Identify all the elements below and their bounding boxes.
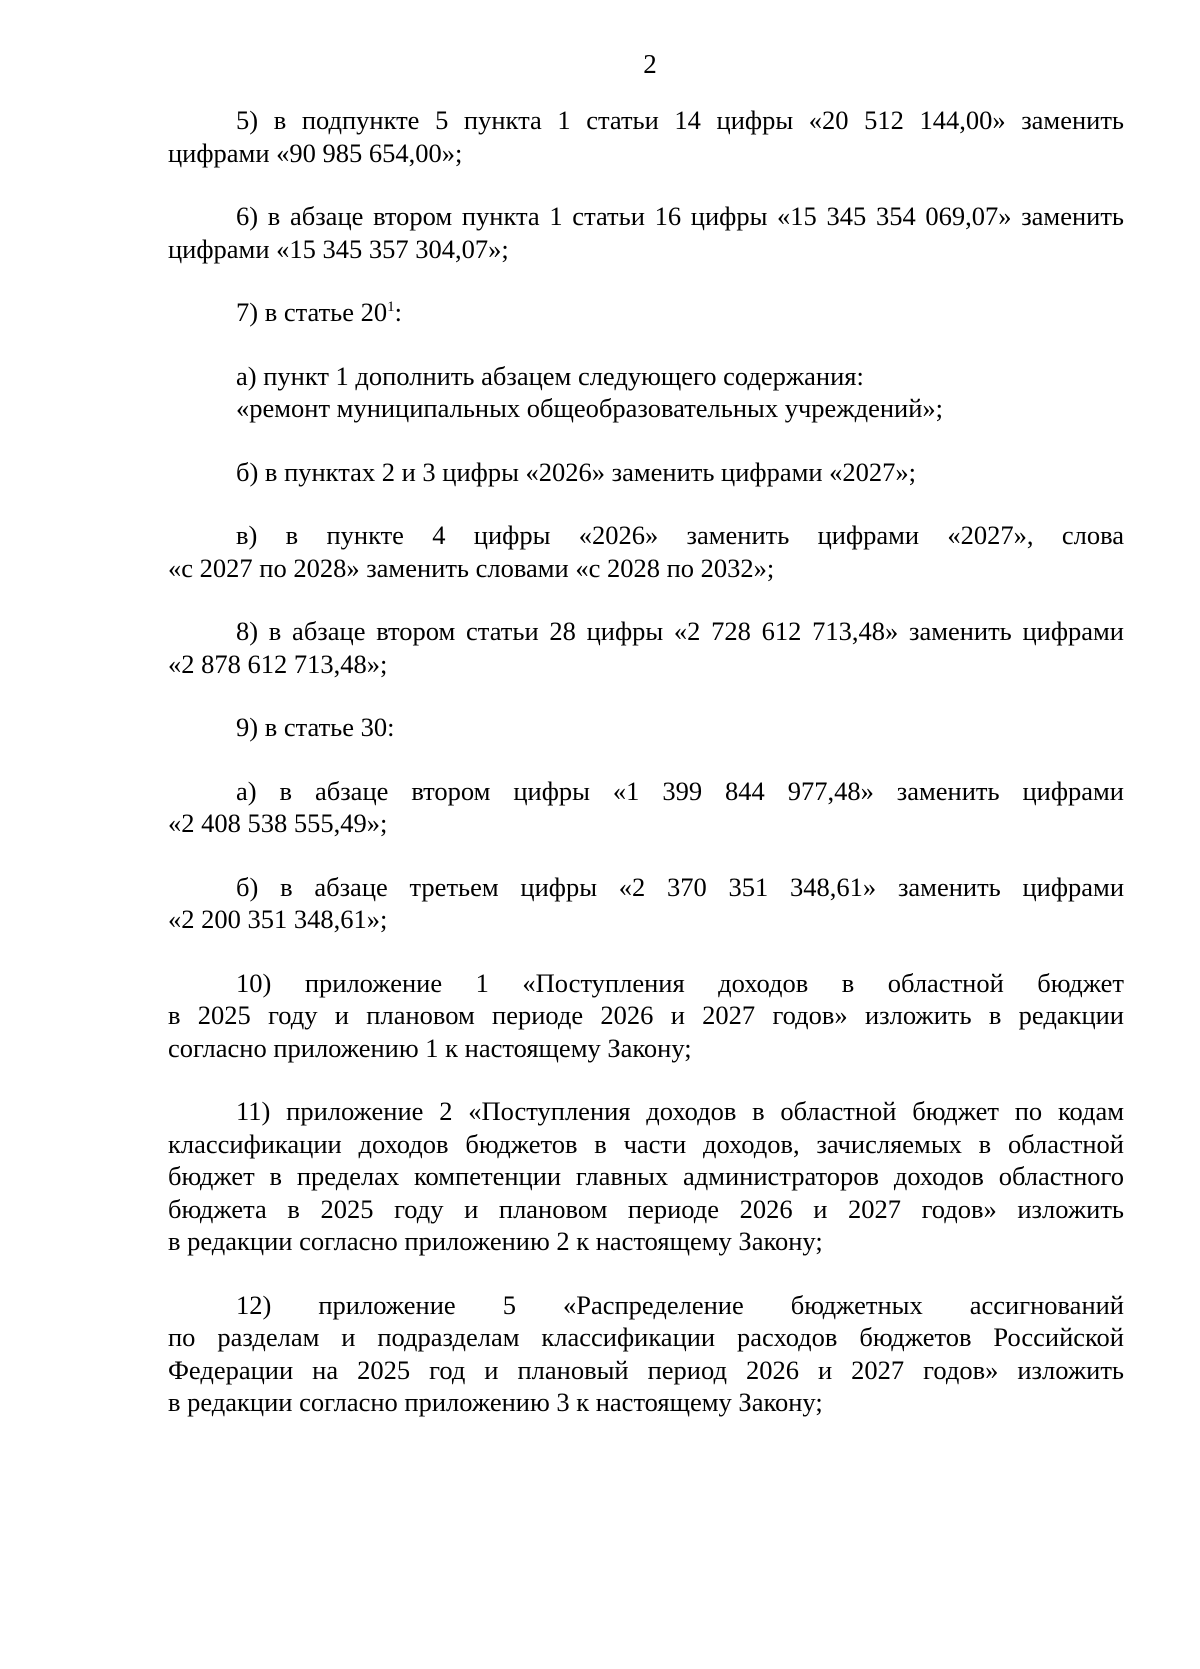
paragraph-line: цифрами «15 345 357 304,07»; bbox=[168, 233, 509, 264]
paragraph-line: 10) приложение 1 «Поступления доходов в областной бюджет bbox=[236, 967, 1124, 998]
paragraph-line: а) в абзаце втором цифры «1 399 844 977,48» заменить цифрами bbox=[236, 775, 1124, 806]
page-number: 2 bbox=[643, 49, 657, 79]
paragraph-line: б) в пунктах 2 и 3 цифры «2026» заменить цифрами «2027»; bbox=[236, 456, 917, 487]
paragraph-line: 8) в абзаце втором статьи 28 цифры «2 728 612 713,48» заменить цифрами bbox=[236, 616, 1124, 646]
paragraph-line: 12) приложение 5 «Распределение бюджетных ассигнований bbox=[236, 1289, 1124, 1320]
paragraph-line: бюджет в пределах компетенции главных администраторов доходов областного bbox=[168, 1161, 1124, 1191]
paragraph-line: бюджета в 2025 году и плановом периоде 2026 и 2027 годов» изложить bbox=[168, 1193, 1124, 1224]
paragraph-line: в 2025 году и плановом периоде 2026 и 2027 годов» изложить в редакции bbox=[168, 1000, 1124, 1030]
paragraph-line: «с 2027 по 2028» заменить словами «с 2028 по 2032»; bbox=[168, 552, 775, 583]
paragraph-line: «2 878 612 713,48»; bbox=[168, 648, 388, 679]
paragraph-line: в редакции согласно приложению 3 к настоящему Закону; bbox=[168, 1387, 823, 1417]
paragraph-p7a bbox=[168, 360, 1124, 425]
paragraph-p7v bbox=[168, 519, 1124, 584]
paragraph-line: классификации доходов бюджетов в части доходов, зачисляемых в областной bbox=[168, 1128, 1124, 1159]
paragraph-line: 6) в абзаце втором пункта 1 статьи 16 цифры «15 345 354 069,07» заменить bbox=[236, 201, 1124, 231]
paragraph-p9b bbox=[168, 871, 1124, 936]
paragraph-line: цифрами «90 985 654,00»; bbox=[168, 137, 463, 168]
paragraph-line: 9) в статье 30: bbox=[236, 712, 395, 742]
paragraph-line: 11) приложение 2 «Поступления доходов в областной бюджет по кодам bbox=[236, 1096, 1124, 1126]
paragraph-line: 5) в подпункте 5 пункта 1 статьи 14 цифры «20 512 144,00» заменить bbox=[236, 105, 1124, 135]
paragraph-line: 7) в статье $20^1$: bbox=[236, 297, 403, 327]
paragraph-p7 bbox=[168, 296, 1124, 329]
paragraph-line: согласно приложению 1 к настоящему Закону; bbox=[168, 1032, 692, 1063]
paragraph-line: «2 200 351 348,61»; bbox=[168, 904, 388, 934]
document-body bbox=[168, 104, 1124, 1450]
paragraph-line: «ремонт муниципальных общеобразовательных учреждений»; bbox=[236, 393, 944, 423]
paragraph-p8 bbox=[168, 615, 1124, 680]
paragraph-line: в редакции согласно приложению 2 к настоящему Закону; bbox=[168, 1226, 823, 1256]
paragraph-line: б) в абзаце третьем цифры «2 370 351 348,61» заменить цифрами bbox=[236, 871, 1124, 902]
paragraph-line: по разделам и подразделам классификации расходов бюджетов Российской bbox=[168, 1322, 1124, 1352]
paragraph-p11 bbox=[168, 1095, 1124, 1258]
paragraph-line: Федерации на 2025 год и плановый период 2026 и 2027 годов» изложить bbox=[168, 1354, 1124, 1385]
paragraph-p5 bbox=[168, 104, 1124, 169]
paragraph-p10 bbox=[168, 967, 1124, 1065]
paragraph-p12 bbox=[168, 1289, 1124, 1419]
paragraph-p7b bbox=[168, 456, 1124, 489]
paragraph-line: а) пункт 1 дополнить абзацем следующего содержания: bbox=[236, 360, 864, 391]
paragraph-p9a bbox=[168, 775, 1124, 840]
paragraph-line: в) в пункте 4 цифры «2026» заменить цифрами «2027», слова bbox=[236, 520, 1124, 550]
paragraph-line: «2 408 538 555,49»; bbox=[168, 808, 388, 838]
paragraph-p6 bbox=[168, 200, 1124, 265]
paragraph-p9 bbox=[168, 711, 1124, 744]
